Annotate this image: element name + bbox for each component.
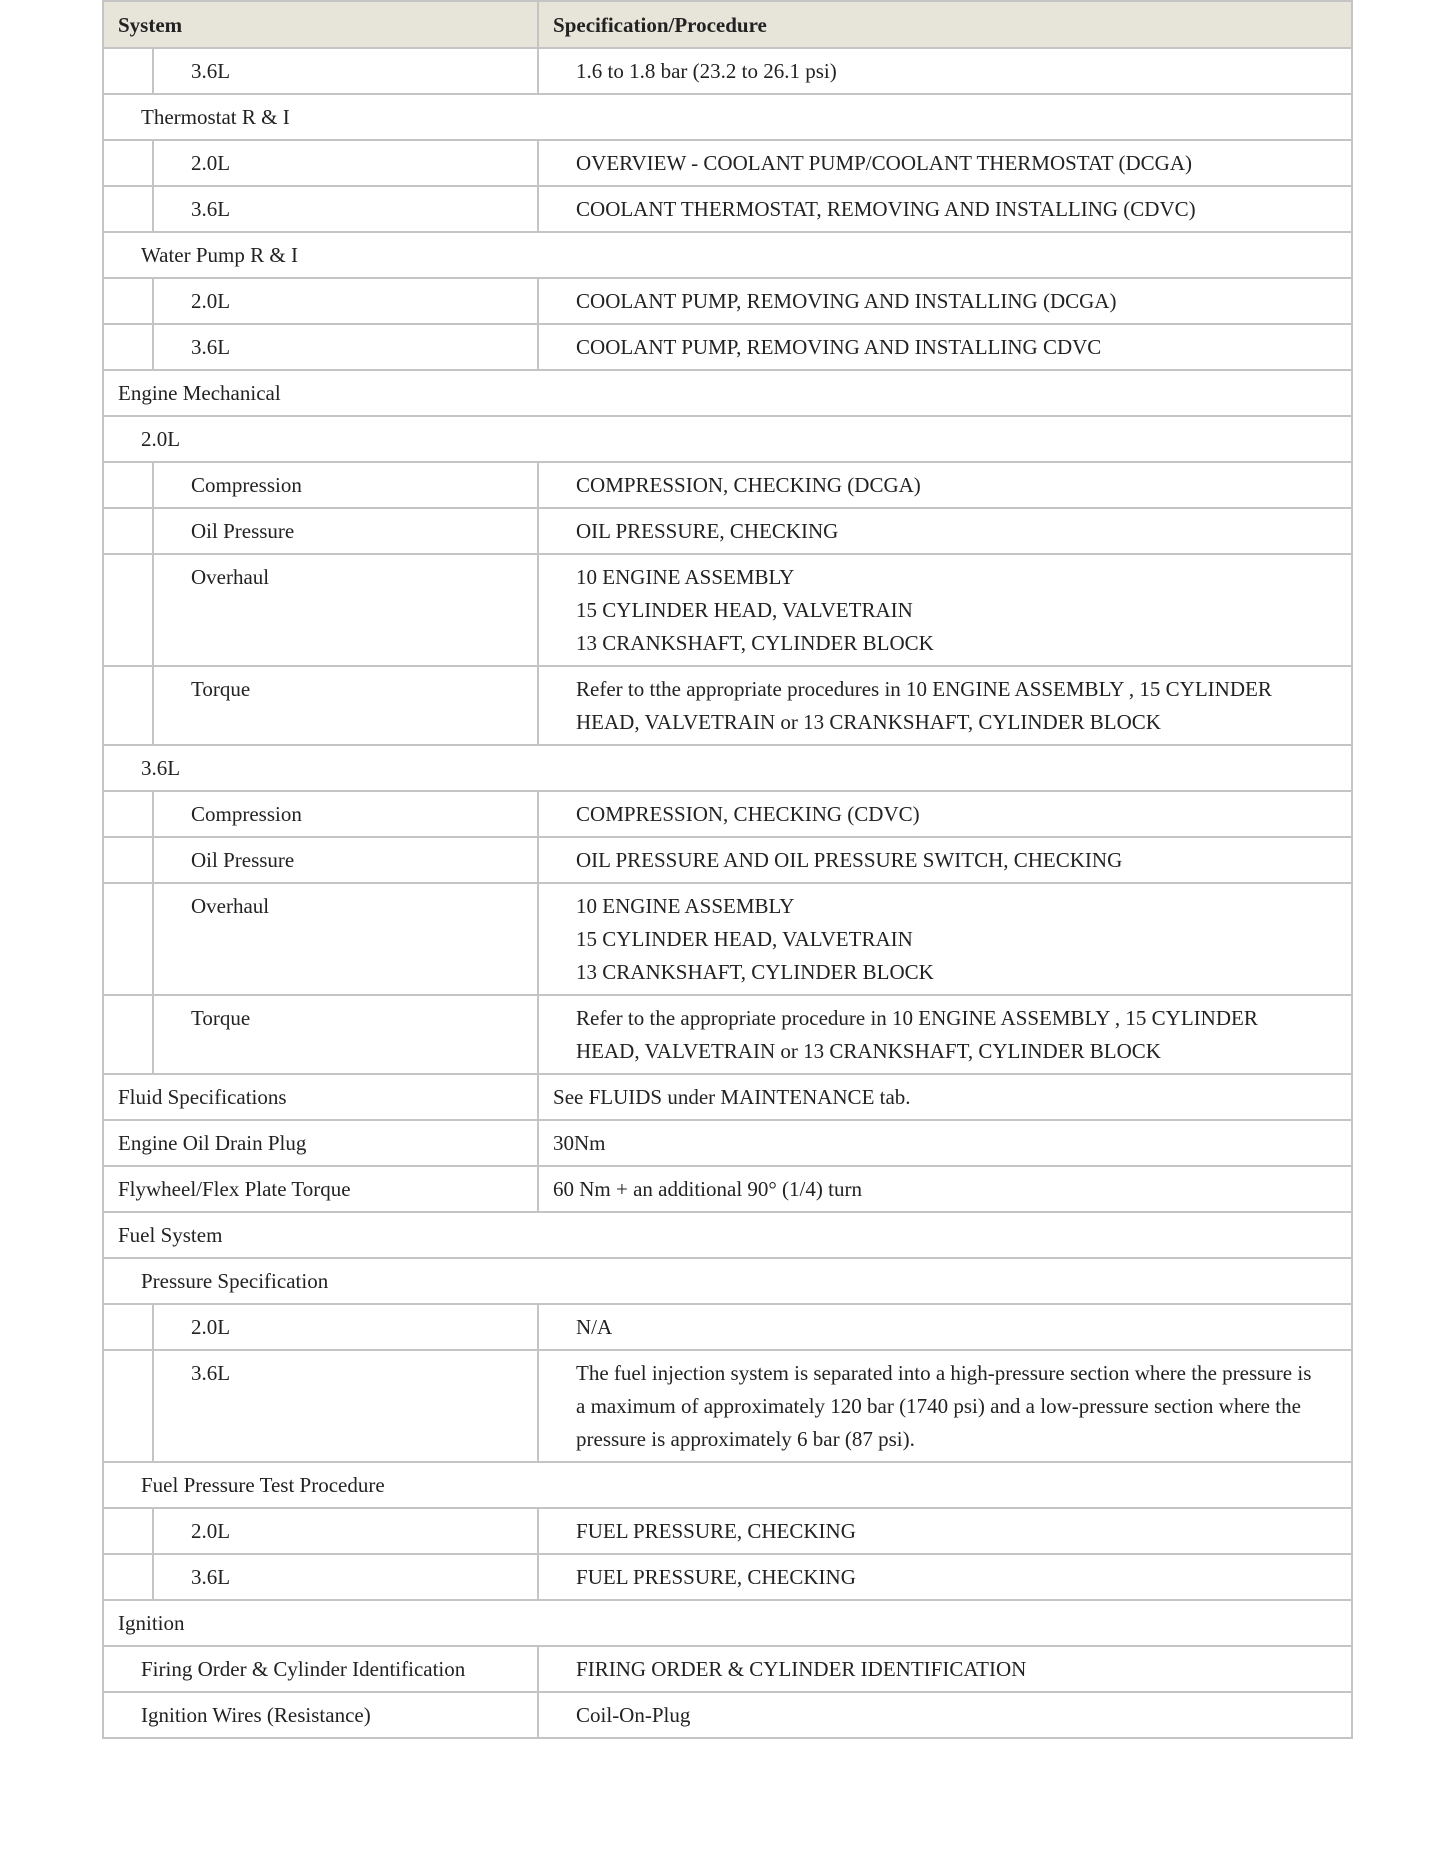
spec-cell (538, 508, 1352, 554)
spec-cell (538, 1166, 1352, 1212)
table-row (103, 278, 1352, 324)
table-row (103, 1166, 1352, 1212)
system-label: 2.0L (191, 151, 231, 175)
system-cell (153, 995, 538, 1074)
system-label: Thermostat R & I (141, 105, 290, 129)
system-label: Fuel System (118, 1223, 223, 1247)
system-label: Ignition Wires (Resistance) (141, 1703, 371, 1727)
system-label: Compression (191, 802, 302, 826)
spec-text (539, 509, 1351, 553)
system-label: 3.6L (141, 756, 181, 780)
indent-cell (103, 462, 153, 508)
spec-text (539, 555, 1351, 665)
system-label: Overhaul (191, 565, 270, 589)
spec-text (539, 279, 1351, 323)
system-cell (153, 1350, 538, 1462)
system-cell (103, 745, 1352, 791)
system-cell (153, 462, 538, 508)
spec-line: COOLANT PUMP, REMOVING AND INSTALLING (DCGA) (576, 289, 1117, 313)
spec-cell (538, 1554, 1352, 1600)
spec-text (539, 49, 1351, 93)
system-label: Oil Pressure (191, 519, 295, 543)
spec-line: 10 ENGINE ASSEMBLY (576, 565, 795, 589)
system-label: Fuel Pressure Test Procedure (141, 1473, 385, 1497)
system-cell (153, 48, 538, 94)
system-cell (103, 1212, 1352, 1258)
spec-cell (538, 995, 1352, 1074)
indent-cell (103, 278, 153, 324)
spec-text (539, 792, 1351, 836)
header-row (103, 1, 1352, 48)
spec-line: OIL PRESSURE AND OIL PRESSURE SWITCH, CHECKING (576, 848, 1123, 872)
indent-cell (103, 1508, 153, 1554)
system-cell (103, 1462, 1352, 1508)
table-row (103, 324, 1352, 370)
spec-line: pressure is approximately 6 bar (87 psi). (576, 1427, 915, 1451)
table-row (103, 1120, 1352, 1166)
spec-line: OVERVIEW - COOLANT PUMP/COOLANT THERMOSTAT (DCGA) (576, 151, 1192, 175)
indent-cell (103, 1554, 153, 1600)
table-row (103, 791, 1352, 837)
spec-line: Refer to the appropriate procedure in 10 ENGINE ASSEMBLY , 15 CYLINDER (576, 1006, 1258, 1030)
system-cell (103, 1120, 538, 1166)
table-row (103, 1074, 1352, 1120)
table-row (103, 140, 1352, 186)
table-row (103, 745, 1352, 791)
system-cell (103, 1692, 538, 1738)
spec-line: 60 Nm + an additional 90° (1/4) turn (553, 1177, 862, 1201)
indent-cell (103, 1350, 153, 1462)
table-body (103, 48, 1352, 1738)
spec-text (539, 187, 1351, 231)
system-label: 3.6L (191, 335, 231, 359)
system-label: Firing Order & Cylinder Identification (141, 1657, 466, 1681)
spec-line: HEAD, VALVETRAIN or 13 CRANKSHAFT, CYLINDER BLOCK (576, 1039, 1161, 1063)
system-cell (153, 278, 538, 324)
system-cell (103, 416, 1352, 462)
table-row (103, 1462, 1352, 1508)
spec-text (539, 1509, 1351, 1553)
table-row (103, 554, 1352, 666)
table-header (103, 1, 1352, 48)
spec-cell (538, 48, 1352, 94)
spec-line: Refer to tthe appropriate procedures in 10 ENGINE ASSEMBLY , 15 CYLINDER (576, 677, 1272, 701)
indent-cell (103, 48, 153, 94)
table-row (103, 1554, 1352, 1600)
table-row (103, 186, 1352, 232)
system-label: 2.0L (191, 1315, 231, 1339)
system-label: Flywheel/Flex Plate Torque (118, 1177, 351, 1201)
system-label: 2.0L (141, 427, 181, 451)
spec-text (539, 838, 1351, 882)
system-label: 3.6L (191, 1361, 231, 1385)
spec-cell (538, 278, 1352, 324)
indent-cell (103, 666, 153, 745)
system-label: 3.6L (191, 1565, 231, 1589)
spec-column-header: Specification/Procedure (538, 1, 1352, 48)
spec-cell (538, 1074, 1352, 1120)
system-cell (153, 1508, 538, 1554)
system-label: Fluid Specifications (118, 1085, 287, 1109)
spec-text (539, 996, 1351, 1073)
table-row (103, 232, 1352, 278)
indent-cell (103, 554, 153, 666)
table-row (103, 370, 1352, 416)
spec-line: a maximum of approximately 120 bar (1740 psi) and a low-pressure section where the (576, 1394, 1301, 1418)
table-row (103, 508, 1352, 554)
system-label: Engine Mechanical (118, 381, 281, 405)
indent-cell (103, 186, 153, 232)
indent-cell (103, 837, 153, 883)
system-label: Ignition (118, 1611, 185, 1635)
spec-text (539, 1121, 1351, 1165)
system-label: Oil Pressure (191, 848, 295, 872)
system-cell (103, 370, 1352, 416)
table-row (103, 1350, 1352, 1462)
spec-cell (538, 837, 1352, 883)
spec-line: COOLANT THERMOSTAT, REMOVING AND INSTALLING (CDVC) (576, 197, 1196, 221)
spec-cell (538, 140, 1352, 186)
spec-line: FUEL PRESSURE, CHECKING (576, 1519, 856, 1543)
table-row (103, 1646, 1352, 1692)
system-cell (153, 837, 538, 883)
system-cell (103, 1258, 1352, 1304)
spec-cell (538, 791, 1352, 837)
spec-line: 15 CYLINDER HEAD, VALVETRAIN (576, 598, 913, 622)
spec-line: 13 CRANKSHAFT, CYLINDER BLOCK (576, 631, 934, 655)
table-row (103, 995, 1352, 1074)
indent-cell (103, 791, 153, 837)
system-label: 3.6L (191, 59, 231, 83)
system-cell (153, 554, 538, 666)
system-cell (103, 1646, 538, 1692)
spec-text (539, 1693, 1351, 1737)
spec-text (539, 141, 1351, 185)
table-row (103, 666, 1352, 745)
system-label: 3.6L (191, 197, 231, 221)
system-cell (153, 140, 538, 186)
spec-table (102, 0, 1353, 1739)
spec-cell (538, 1350, 1352, 1462)
spec-line: OIL PRESSURE, CHECKING (576, 519, 839, 543)
spec-text (539, 667, 1351, 744)
spec-line: 10 ENGINE ASSEMBLY (576, 894, 795, 918)
system-label: Torque (191, 677, 251, 701)
spec-line: The fuel injection system is separated into a high-pressure section where the pressure is (576, 1361, 1312, 1385)
indent-cell (103, 508, 153, 554)
system-label: 2.0L (191, 289, 231, 313)
system-cell (103, 94, 1352, 140)
table-row (103, 1508, 1352, 1554)
system-cell (153, 791, 538, 837)
spec-text (539, 1305, 1351, 1349)
spec-cell (538, 462, 1352, 508)
system-cell (153, 324, 538, 370)
table-row (103, 48, 1352, 94)
table-row (103, 1304, 1352, 1350)
spec-line: COMPRESSION, CHECKING (CDVC) (576, 802, 920, 826)
spec-cell (538, 1120, 1352, 1166)
table-row (103, 462, 1352, 508)
spec-line: 15 CYLINDER HEAD, VALVETRAIN (576, 927, 913, 951)
table-row (103, 837, 1352, 883)
spec-text (539, 325, 1351, 369)
spec-cell (538, 883, 1352, 995)
indent-cell (103, 140, 153, 186)
spec-line: FUEL PRESSURE, CHECKING (576, 1565, 856, 1589)
spec-line: COOLANT PUMP, REMOVING AND INSTALLING CDVC (576, 335, 1102, 359)
system-cell (103, 1074, 538, 1120)
system-label: Overhaul (191, 894, 270, 918)
system-cell (153, 883, 538, 995)
spec-text (539, 1075, 1351, 1119)
system-cell (103, 1166, 538, 1212)
table-row (103, 1600, 1352, 1646)
spec-cell (538, 666, 1352, 745)
table-row (103, 1258, 1352, 1304)
system-cell (153, 1304, 538, 1350)
system-label: 2.0L (191, 1519, 231, 1543)
system-label: Compression (191, 473, 302, 497)
table-row (103, 1212, 1352, 1258)
spec-cell (538, 1508, 1352, 1554)
system-cell (103, 1600, 1352, 1646)
table-row (103, 1692, 1352, 1738)
spec-cell (538, 1692, 1352, 1738)
indent-cell (103, 324, 153, 370)
spec-line: 1.6 to 1.8 bar (23.2 to 26.1 psi) (576, 59, 837, 83)
spec-line: Coil-On-Plug (576, 1703, 691, 1727)
system-label: Torque (191, 1006, 251, 1030)
spec-line: COMPRESSION, CHECKING (DCGA) (576, 473, 921, 497)
indent-cell (103, 995, 153, 1074)
table-row (103, 94, 1352, 140)
spec-text (539, 1555, 1351, 1599)
spec-text (539, 463, 1351, 507)
spec-text (539, 1167, 1351, 1211)
system-label: Engine Oil Drain Plug (118, 1131, 307, 1155)
table-row (103, 883, 1352, 995)
indent-cell (103, 1304, 153, 1350)
spec-line: 13 CRANKSHAFT, CYLINDER BLOCK (576, 960, 934, 984)
spec-line: See FLUIDS under MAINTENANCE tab. (553, 1085, 911, 1109)
spec-cell (538, 1304, 1352, 1350)
system-column-header: System (103, 1, 538, 48)
spec-text (539, 1351, 1351, 1461)
spec-text (539, 884, 1351, 994)
spec-line: N/A (576, 1315, 613, 1339)
system-cell (103, 232, 1352, 278)
spec-line: 30Nm (553, 1131, 606, 1155)
system-cell (153, 666, 538, 745)
system-cell (153, 508, 538, 554)
spec-cell (538, 1646, 1352, 1692)
indent-cell (103, 883, 153, 995)
system-cell (153, 1554, 538, 1600)
system-cell (153, 186, 538, 232)
system-label: Pressure Specification (141, 1269, 329, 1293)
spec-line: HEAD, VALVETRAIN or 13 CRANKSHAFT, CYLINDER BLOCK (576, 710, 1161, 734)
system-label: Water Pump R & I (141, 243, 298, 267)
spec-cell (538, 324, 1352, 370)
spec-cell (538, 554, 1352, 666)
table-row (103, 416, 1352, 462)
spec-line: FIRING ORDER & CYLINDER IDENTIFICATION (576, 1657, 1027, 1681)
spec-text (539, 1647, 1351, 1691)
spec-cell (538, 186, 1352, 232)
